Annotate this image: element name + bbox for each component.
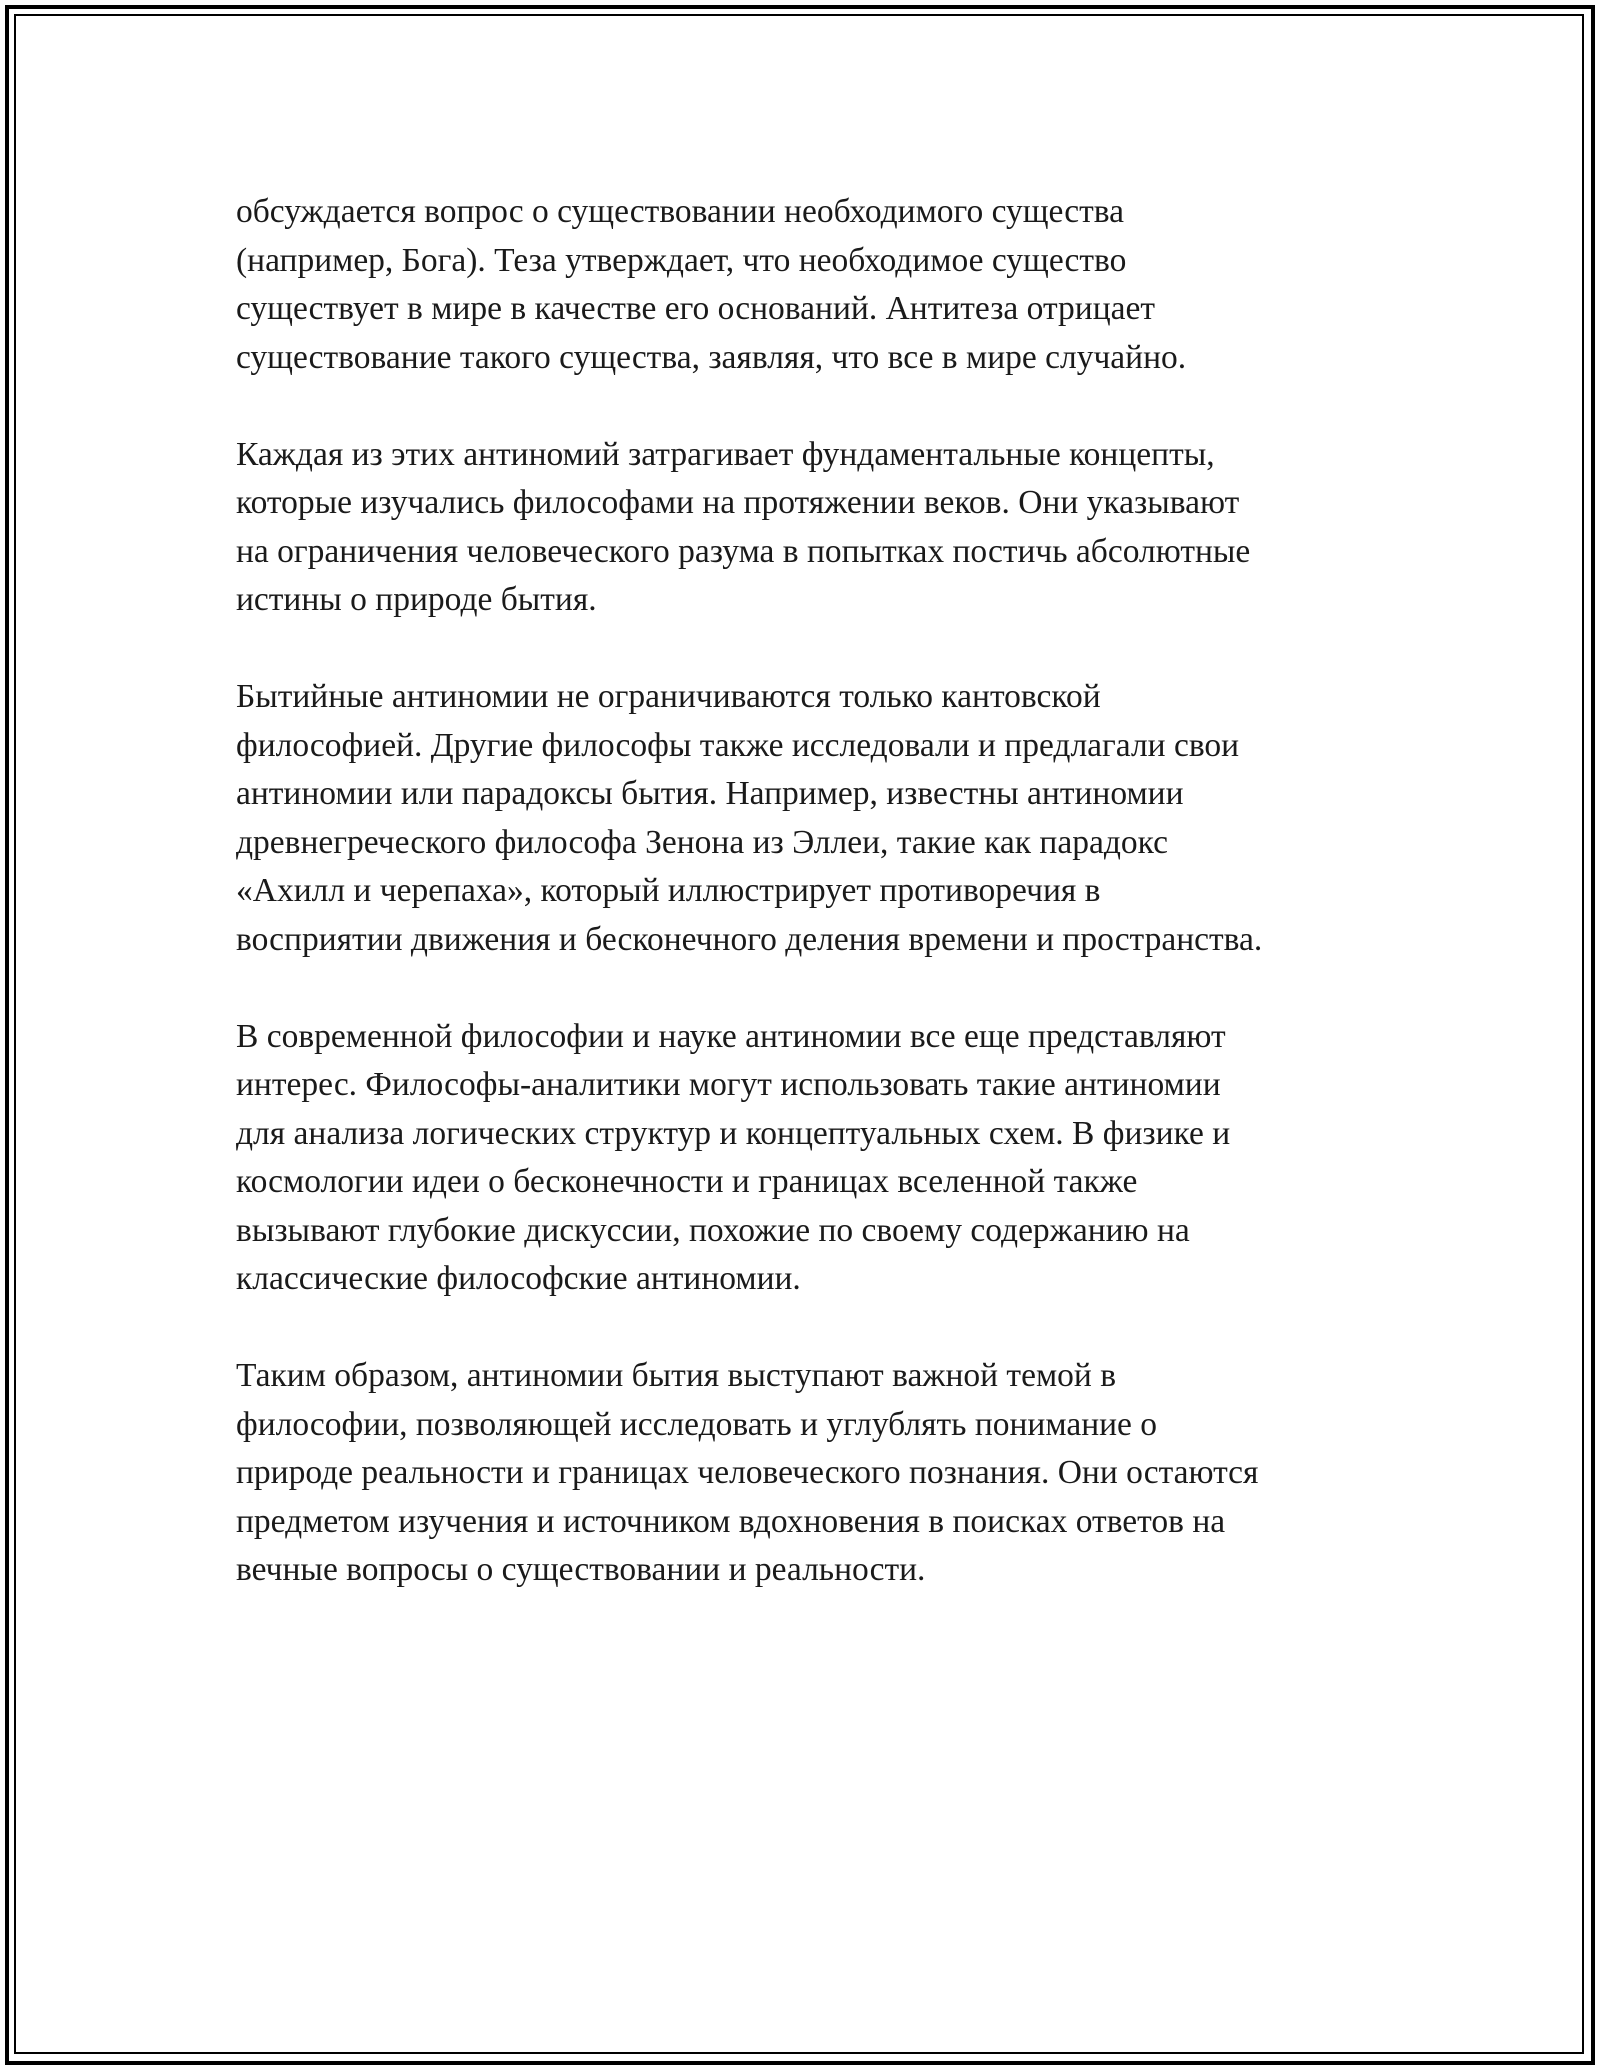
text-line: «Ахилл и черепаха», который иллюстрирует противоречия в [236, 872, 1101, 909]
text-line: В современной философии и науке антиномии все еще представляют [236, 1017, 1226, 1055]
text-line: космологии идеи о бесконечности и границах вселенной также [236, 1163, 1138, 1200]
text-line: на ограничения человеческого разума в попытках постичь абсолютные [236, 532, 1251, 570]
text-line: древнегреческого философа Зенона из Эллеи, такие как парадокс [236, 823, 1168, 861]
text-line: антиномии или парадоксы бытия. Например, известны антиномии [236, 775, 1184, 812]
text-line: вызывают глубокие дискуссии, похожие по своему содержанию на [236, 1211, 1190, 1249]
text-line: существование такого существа, заявляя, что все в мире случайно. [236, 338, 1187, 376]
text-line: для анализа логических структур и концептуальных схем. В физике и [236, 1114, 1231, 1152]
paragraph [236, 1352, 1366, 1595]
text-line: природе реальности и границах человеческого познания. Они остаются [236, 1454, 1259, 1491]
text-line: классические философские антиномии. [236, 1260, 801, 1297]
document-body [236, 188, 1366, 1643]
text-line: Каждая из этих антиномий затрагивает фундаментальные концепты, [236, 435, 1215, 473]
text-line: Таким образом, антиномии бытия выступают важной темой в [236, 1357, 1117, 1394]
text-line: (например, Бога). Теза утверждает, что необходимое существо [236, 241, 1127, 279]
paragraph [236, 431, 1366, 625]
text-line: вечные вопросы о существовании и реальности. [236, 1551, 926, 1588]
text-line: которые изучались философами на протяжении веков. Они указывают [236, 484, 1240, 521]
text-line: Бытийные антиномии не ограничиваются только кантовской [236, 678, 1101, 715]
text-line: восприятии движения и бесконечного деления времени и пространства. [236, 920, 1263, 958]
paragraph [236, 673, 1366, 964]
paragraph [236, 188, 1366, 382]
paragraph [236, 1013, 1366, 1304]
text-line: истины о природе бытия. [236, 581, 597, 618]
text-line: предметом изучения и источником вдохновения в поисках ответов на [236, 1502, 1226, 1540]
text-line: интерес. Философы-аналитики могут использовать такие антиномии [236, 1066, 1221, 1103]
text-line: существует в мире в качестве его оснований. Антитеза отрицает [236, 290, 1156, 327]
text-line: философии, позволяющей исследовать и углублять понимание о [236, 1405, 1158, 1443]
text-line: обсуждается вопрос о существовании необходимого существа [236, 193, 1125, 230]
text-line: философией. Другие философы также исследовали и предлагали свои [236, 726, 1240, 764]
